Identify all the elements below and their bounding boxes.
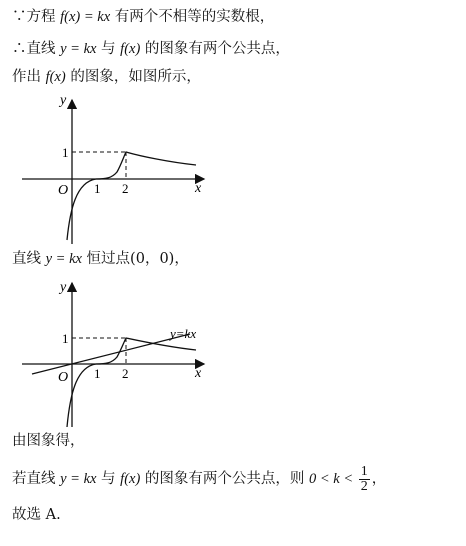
line3-suffix: 的图象，如图所示，	[65, 69, 201, 85]
line1-suffix: 有两个不相等的实数根，	[110, 9, 275, 25]
x-axis-label: x	[195, 181, 202, 196]
fraction-one-half	[359, 465, 370, 494]
line2-fx: f(x)	[120, 41, 141, 57]
line6-mid2: 的图象有两个公共点，则	[140, 471, 310, 487]
line-y-kx	[32, 334, 190, 374]
line1-equation: f(x) = kx	[60, 9, 111, 25]
line2-suffix: 的图象有两个公共点，	[140, 41, 290, 57]
line3-prefix: 作出	[12, 69, 46, 85]
line6-line-eq: y = kx	[60, 471, 97, 487]
line2-line-eq: y = kx	[60, 41, 97, 57]
y-tick-1: 1	[62, 145, 69, 160]
y-axis-label: y	[60, 280, 67, 295]
text-line-2	[12, 40, 290, 58]
origin-label: O	[58, 183, 69, 198]
x-tick-2: 2	[122, 181, 129, 196]
text-line-1	[12, 8, 274, 26]
line6-suffix: ，	[371, 471, 387, 487]
line6-prefix: 若直线	[12, 471, 61, 487]
y-tick-1: 1	[62, 331, 69, 346]
line2-prefix: ∴直线	[12, 41, 61, 57]
fraction-denominator: 2	[360, 478, 368, 494]
fraction-numerator: 1	[360, 463, 368, 479]
x-axis-label: x	[195, 366, 202, 381]
line6-mid: 与	[96, 471, 121, 487]
line7-text: 故选 A.	[12, 507, 61, 523]
line1-prefix: ∵方程	[12, 9, 61, 25]
function-curve	[67, 152, 196, 240]
graph-2	[18, 277, 238, 427]
line4-suffix: 恒过点(0，0)，	[81, 251, 189, 267]
text-line-5	[12, 432, 85, 450]
line-label: y=kx	[170, 326, 197, 341]
text-line-3	[12, 68, 201, 86]
graph-1	[18, 90, 218, 250]
y-axis-label: y	[60, 93, 67, 108]
line6-fx: f(x)	[120, 471, 141, 487]
x-tick-1: 1	[94, 181, 101, 196]
line6-inequality: 0 < k <	[309, 471, 357, 487]
line4-line-eq: y = kx	[45, 251, 82, 267]
origin-label: O	[58, 370, 69, 385]
x-tick-1: 1	[94, 366, 101, 381]
line5-text: 由图象得，	[12, 433, 85, 449]
line4-prefix: 直线	[12, 251, 46, 267]
line3-fx: f(x)	[45, 69, 66, 85]
line2-mid: 与	[96, 41, 121, 57]
text-line-6	[12, 464, 386, 494]
x-tick-2: 2	[122, 366, 129, 381]
text-line-7	[12, 506, 61, 524]
text-line-4	[12, 250, 189, 268]
function-curve	[67, 338, 196, 427]
